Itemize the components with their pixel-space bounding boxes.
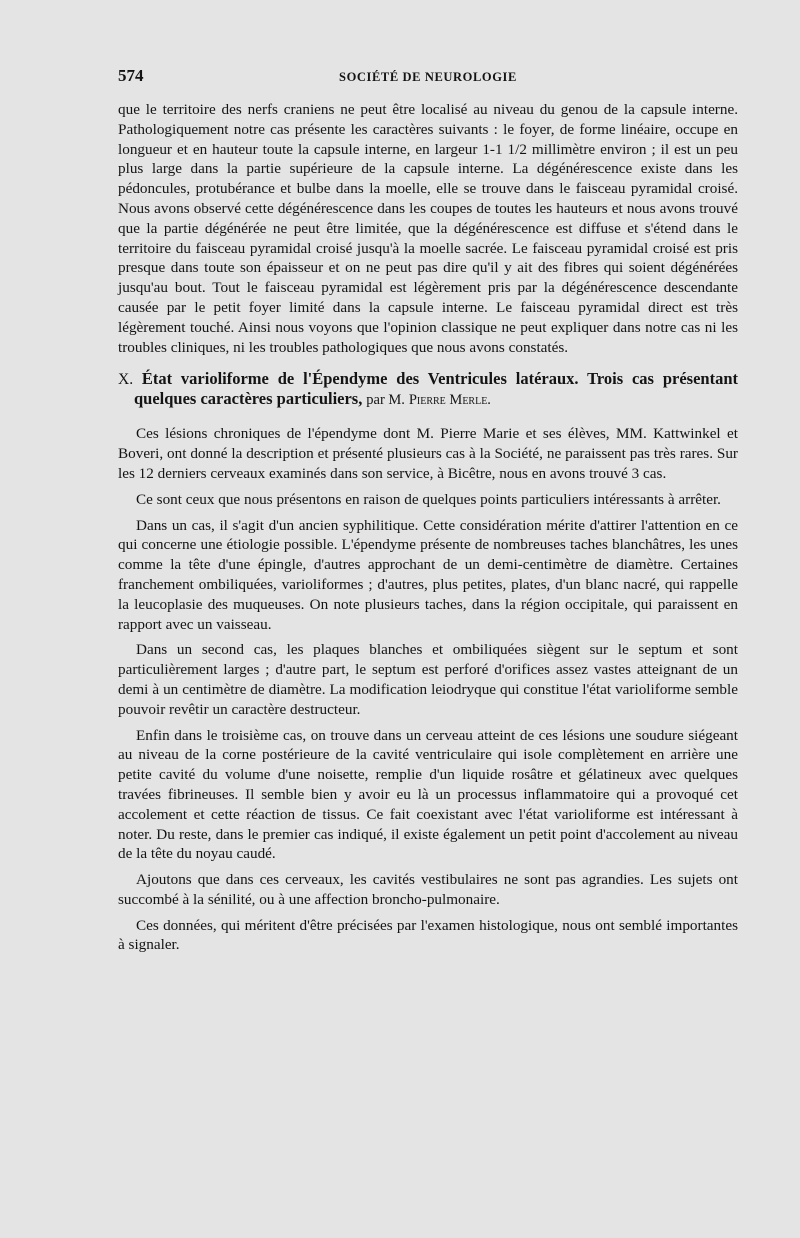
page-number: 574 bbox=[118, 66, 144, 85]
paragraph-continued: que le territoire des nerfs craniens ne peut être localisé au niveau du genou de la capsule interne. Pathologiquement notre cas présente les caractères suivants : le foyer, de forme linéaire, occupe en longueur et en hauteur toute la capsule interne, en largeur 1-1 1/2 millimètre environ ; il est un peu plus large dans la partie supérieure de la capsule interne. La dégénérescence existe dans les pédoncules, protubérance et bulbe dans la moelle, elle se trouve dans le faisceau pyramidal croisé. Nous avons observé cette dégénérescence dans les coupes de toutes les hauteurs et nous avons trouvé que la partie dégénérée ne peut être limitée, que la dégénérescence est diffuse et s'étend dans le territoire du faisceau pyramidal croisé jusqu'à la moelle sacrée. Le faisceau pyramidal croisé est pris presque dans toute son épaisseur et on ne peut pas dire qu'il y ait des fibres qui soient dégénérées jusqu'au bout. Tout le faisceau pyramidal est légèrement pris par la dégénérescence descendante causée par le petit foyer limité dans la capsule interne. Le faisceau pyramidal direct est très légèrement touché. Ainsi nous voyons que l'opinion classique ne peut expliquer dans notre cas ni les troubles cliniques, ni les troubles pathologiques que nous avons constatés. bbox=[118, 101, 738, 356]
section-title: État varioliforme de l'Épendyme des Ventricules latéraux. Trois cas présentant quelques caractères particuliers, bbox=[134, 369, 738, 409]
paragraph: Ces données, qui méritent d'être précisées par l'examen histologique, nous ont semblé importantes à signaler. bbox=[118, 916, 738, 954]
section-heading bbox=[118, 369, 738, 410]
section-author: Pierre Merle. bbox=[408, 392, 491, 409]
running-title: SOCIÉTÉ DE NEUROLOGIE bbox=[339, 70, 517, 84]
page-body bbox=[118, 100, 738, 955]
section-byline: par M. bbox=[366, 392, 405, 409]
paragraph: Ce sont ceux que nous présentons en raison de quelques points particuliers intéressants à arrêter. bbox=[136, 490, 721, 508]
paragraph: Ajoutons que dans ces cerveaux, les cavités vestibulaires ne sont pas agrandies. Les sujets ont succombé à la sénilité, ou à une affection broncho-pulmonaire. bbox=[118, 871, 738, 908]
paragraph: Dans un cas, il s'agit d'un ancien syphilitique. Cette considération mérite d'attirer l'attention en ce qui concerne une étiologie possible. L'épendyme présente de nombreuses taches blanchâtres, les unes comme la tête d'une épingle, d'autres approchant de un demi-centimètre de diamètre. Certaines franchement ombiliquées, varioliformes ; d'autres, plus petites, plates, d'un blanc nacré, qui rappelle la leucoplasie des muqueuses. On note plusieurs taches, dans la région occipitale, qui paraissent en rapport avec un vaisseau. bbox=[118, 516, 738, 633]
paragraph: Enfin dans le troisième cas, on trouve dans un cerveau atteint de ces lésions une soudure siégeant au niveau de la corne postérieure de la cavité ventriculaire qui isole complètement en arrière une petite cavité du volume d'une noisette, remplie d'un liquide rosâtre et gélatineux avec quelques travées fibrineuses. Il semble bien y avoir eu là un processus inflammatoire qui a provoqué cet accolement et cette réaction de tissus. Ce fait coexistant avec l'état varioliforme est intéressant à noter. Du reste, dans le premier cas indiqué, il existe également un petit point d'accolement au niveau de la tête du noyau caudé. bbox=[118, 726, 738, 863]
page-header bbox=[118, 66, 738, 90]
paragraph: Dans un second cas, les plaques blanches et ombiliquées siègent sur le septum et sont particulièrement larges ; d'autre part, le septum est perforé d'orifices assez vastes atteignant de un demi à un centimètre de diamètre. La modification leiodryque qui constitue l'état varioliforme semble pouvoir revêtir un caractère destructeur. bbox=[118, 641, 738, 718]
section-number: X. bbox=[118, 371, 134, 389]
paragraph: Ces lésions chroniques de l'épendyme dont M. Pierre Marie et ses élèves, MM. Kattwinkel et Boveri, ont donné la description et présenté plusieurs cas à la Société, ne paraissent pas très rares. Sur les 12 derniers cerveaux examinés dans son service, à Bicêtre, nous en avons trouvé 3 cas. bbox=[118, 425, 738, 482]
